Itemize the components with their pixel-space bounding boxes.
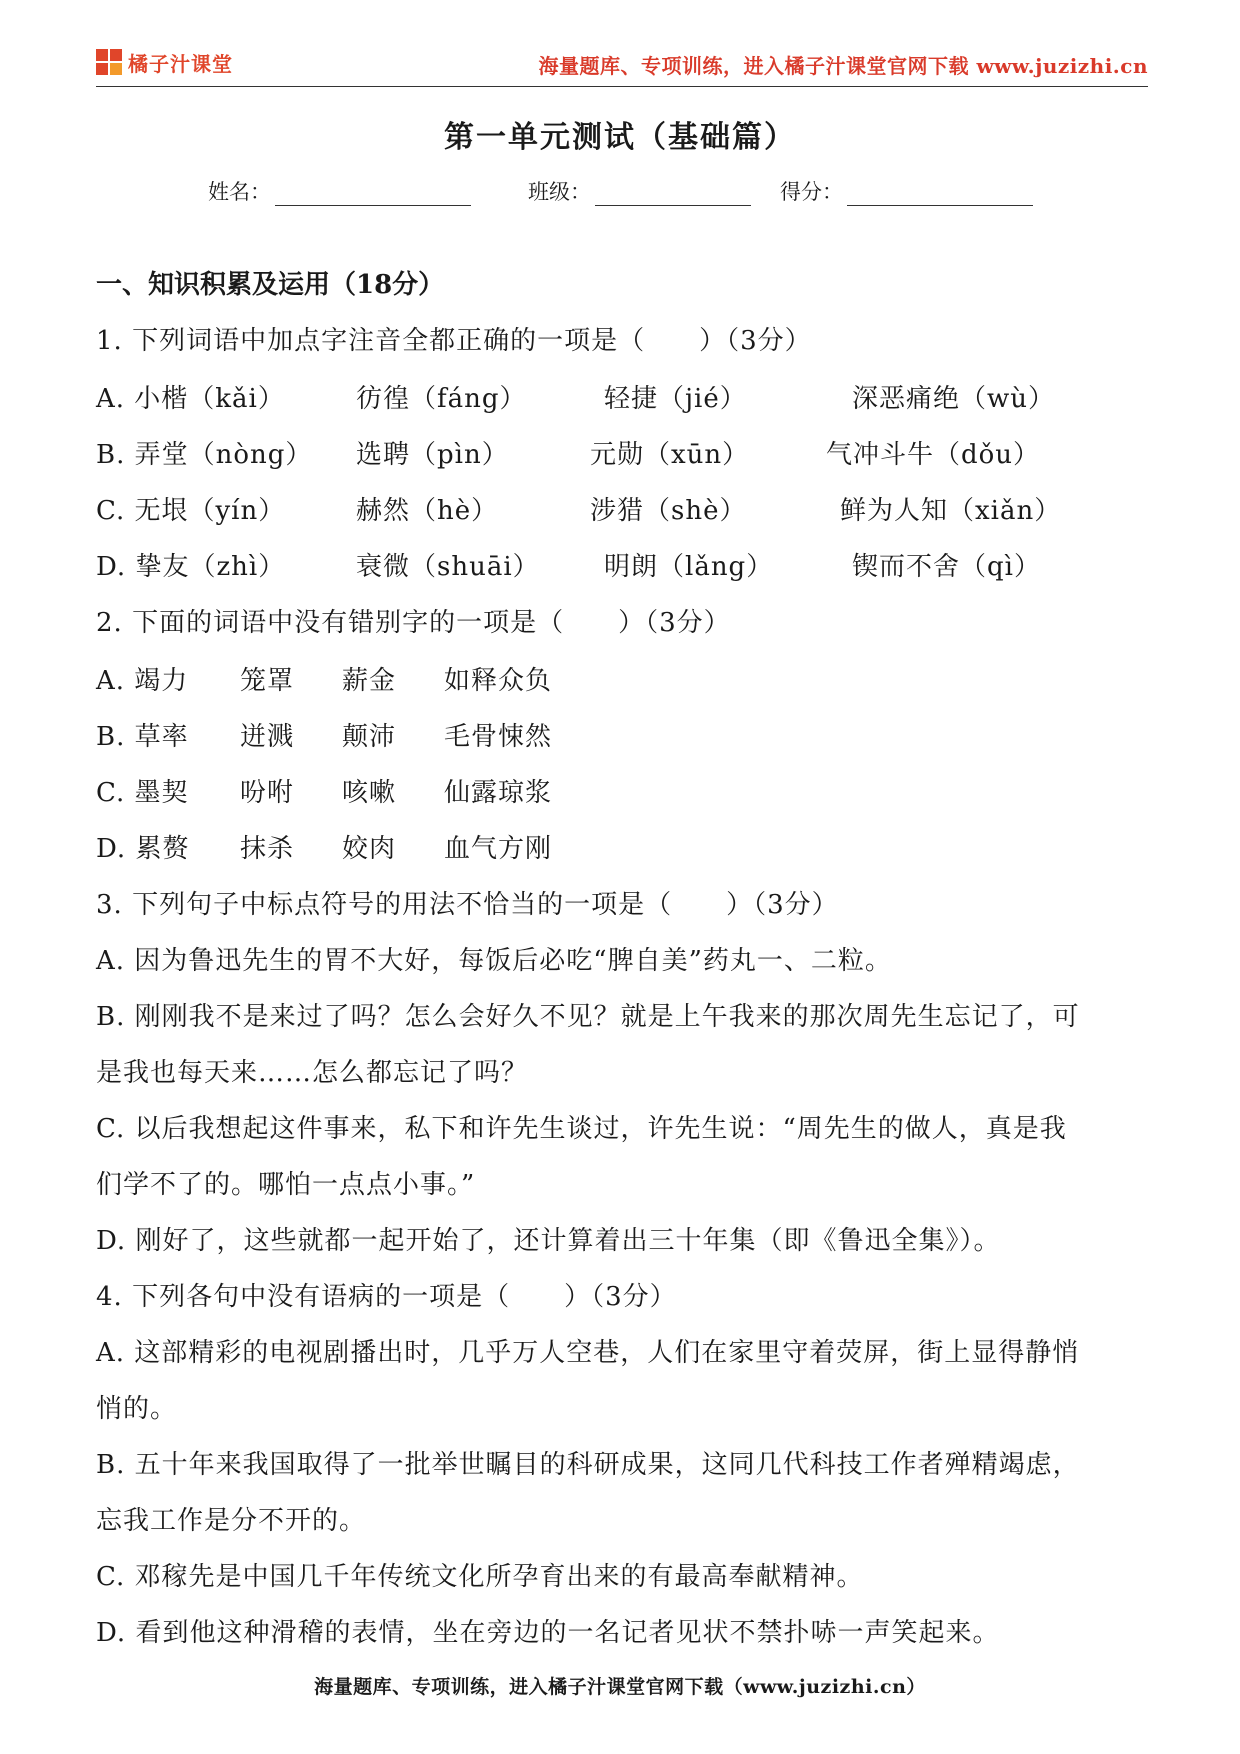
q2-option-d-2: 抹杀 (240, 834, 295, 864)
q2-option-b-3: 颠沛 (342, 722, 397, 752)
q4-option-a-line1: A. 这部精彩的电视剧播出时，几乎万人空巷，人们在家里守着荧屏，街上显得静悄 (96, 1338, 1080, 1368)
q2-option-c-2: 吩咐 (240, 778, 295, 808)
q3-option-b-line1: B. 刚刚我不是来过了吗？怎么会好久不见？就是上午我来的那次周先生忘记了，可 (96, 1002, 1080, 1032)
q1-option-b-3: 元勋（xūn） (590, 440, 750, 470)
q2-option-d-4: 血气方刚 (444, 834, 553, 864)
q4-option-b-line1: B. 五十年来我国取得了一批举世瞩目的科研成果，这同几代科技工作者殚精竭虑， (96, 1450, 1080, 1480)
q4-option-d: D. 看到他这种滑稽的表情，坐在旁边的一名记者见状不禁扑哧一声笑起来。 (96, 1618, 1000, 1648)
class-field (528, 176, 751, 206)
q1-option-b-4: 气冲斗牛（dǒu） (826, 440, 1041, 470)
q4-option-c: C. 邓稼先是中国几千年传统文化所孕育出来的有最高奉献精神。 (96, 1562, 864, 1592)
q3-option-c-line2: 们学不了的。哪怕一点点小事。” (96, 1170, 476, 1200)
q1-option-d-2: 衰微（shuāi） (356, 552, 540, 582)
section-heading: 一、知识积累及运用（18分） (96, 270, 445, 300)
q1-option-a-1: A. 小楷（kǎi） (96, 384, 285, 414)
class-blank[interactable] (595, 183, 751, 206)
q2-option-b-2: 迸溅 (240, 722, 295, 752)
q2-option-a-4: 如释众负 (444, 666, 553, 696)
q3-option-a: A. 因为鲁迅先生的胃不大好，每饭后必吃“脾自美”药丸一、二粒。 (96, 946, 892, 976)
q1-option-b-2: 选聘（pìn） (356, 440, 509, 470)
q4-option-b-line2: 忘我工作是分不开的。 (96, 1506, 367, 1536)
q1-option-c-3: 涉猎（shè） (590, 496, 747, 526)
q3-option-c-line1: C. 以后我想起这件事来，私下和许先生谈过，许先生说：“周先生的做人，真是我 (96, 1114, 1067, 1144)
q2-option-c-4: 仙露琼浆 (444, 778, 553, 808)
q2-option-c-1: C. 墨契 (96, 778, 189, 808)
q1-option-d-4: 锲而不舍（qì） (852, 552, 1041, 582)
logo-icon (96, 49, 122, 75)
q3-stem: 3. 下列句子中标点符号的用法不恰当的一项是（ ）（3分） (96, 890, 839, 920)
q1-option-c-1: C. 无垠（yín） (96, 496, 286, 526)
q1-option-a-2: 彷徨（fáng） (356, 384, 527, 414)
score-label: 得分： (780, 180, 843, 204)
name-label: 姓名： (208, 180, 271, 204)
logo-text: 橘子汁课堂 (128, 51, 233, 76)
q4-option-a-line2: 悄的。 (96, 1394, 178, 1424)
q2-option-b-1: B. 草率 (96, 722, 189, 752)
score-field (780, 176, 1033, 206)
q2-option-a-3: 薪金 (342, 666, 397, 696)
name-blank[interactable] (275, 183, 471, 206)
q3-option-b-line2: 是我也每天来……怎么都忘记了吗？ (96, 1058, 529, 1088)
page-header (96, 40, 1148, 87)
q2-option-a-1: A. 竭力 (96, 666, 189, 696)
q2-option-a-2: 笼罩 (240, 666, 295, 696)
q2-option-b-4: 毛骨悚然 (444, 722, 553, 752)
q1-option-c-2: 赫然（hè） (356, 496, 499, 526)
q1-option-d-3: 明朗（lǎng） (604, 552, 774, 582)
q2-option-c-3: 咳嗽 (342, 778, 397, 808)
header-slogan: 海量题库、专项训练，进入橘子汁课堂官网下载 www.juzizhi.cn (538, 54, 1148, 78)
q2-option-d-3: 姣肉 (342, 834, 397, 864)
score-blank[interactable] (847, 183, 1033, 206)
q1-option-d-1: D. 挚友（zhì） (96, 552, 286, 582)
q2-option-d-1: D. 累赘 (96, 834, 190, 864)
q1-option-a-4: 深恶痛绝（wù） (852, 384, 1056, 414)
q1-option-c-4: 鲜为人知（xiǎn） (840, 496, 1062, 526)
page-footer: 海量题库、专项训练，进入橘子汁课堂官网下载（www.juzizhi.cn） (314, 1676, 926, 1698)
class-label: 班级： (528, 180, 591, 204)
logo (96, 46, 233, 78)
q3-option-d: D. 刚好了，这些就都一起开始了，还计算着出三十年集（即《鲁迅全集》）。 (96, 1226, 1001, 1256)
name-field (208, 176, 471, 206)
q1-option-b-1: B. 弄堂（nòng） (96, 440, 313, 470)
q4-stem: 4. 下列各句中没有语病的一项是（ ）（3分） (96, 1282, 677, 1312)
page-title: 第一单元测试（基础篇） (444, 120, 796, 155)
q1-option-a-3: 轻捷（jié） (604, 384, 747, 414)
q1-stem: 1. 下列词语中加点字注音全都正确的一项是（ ）（3分） (96, 326, 812, 356)
q2-stem: 2. 下面的词语中没有错别字的一项是（ ）（3分） (96, 608, 731, 638)
